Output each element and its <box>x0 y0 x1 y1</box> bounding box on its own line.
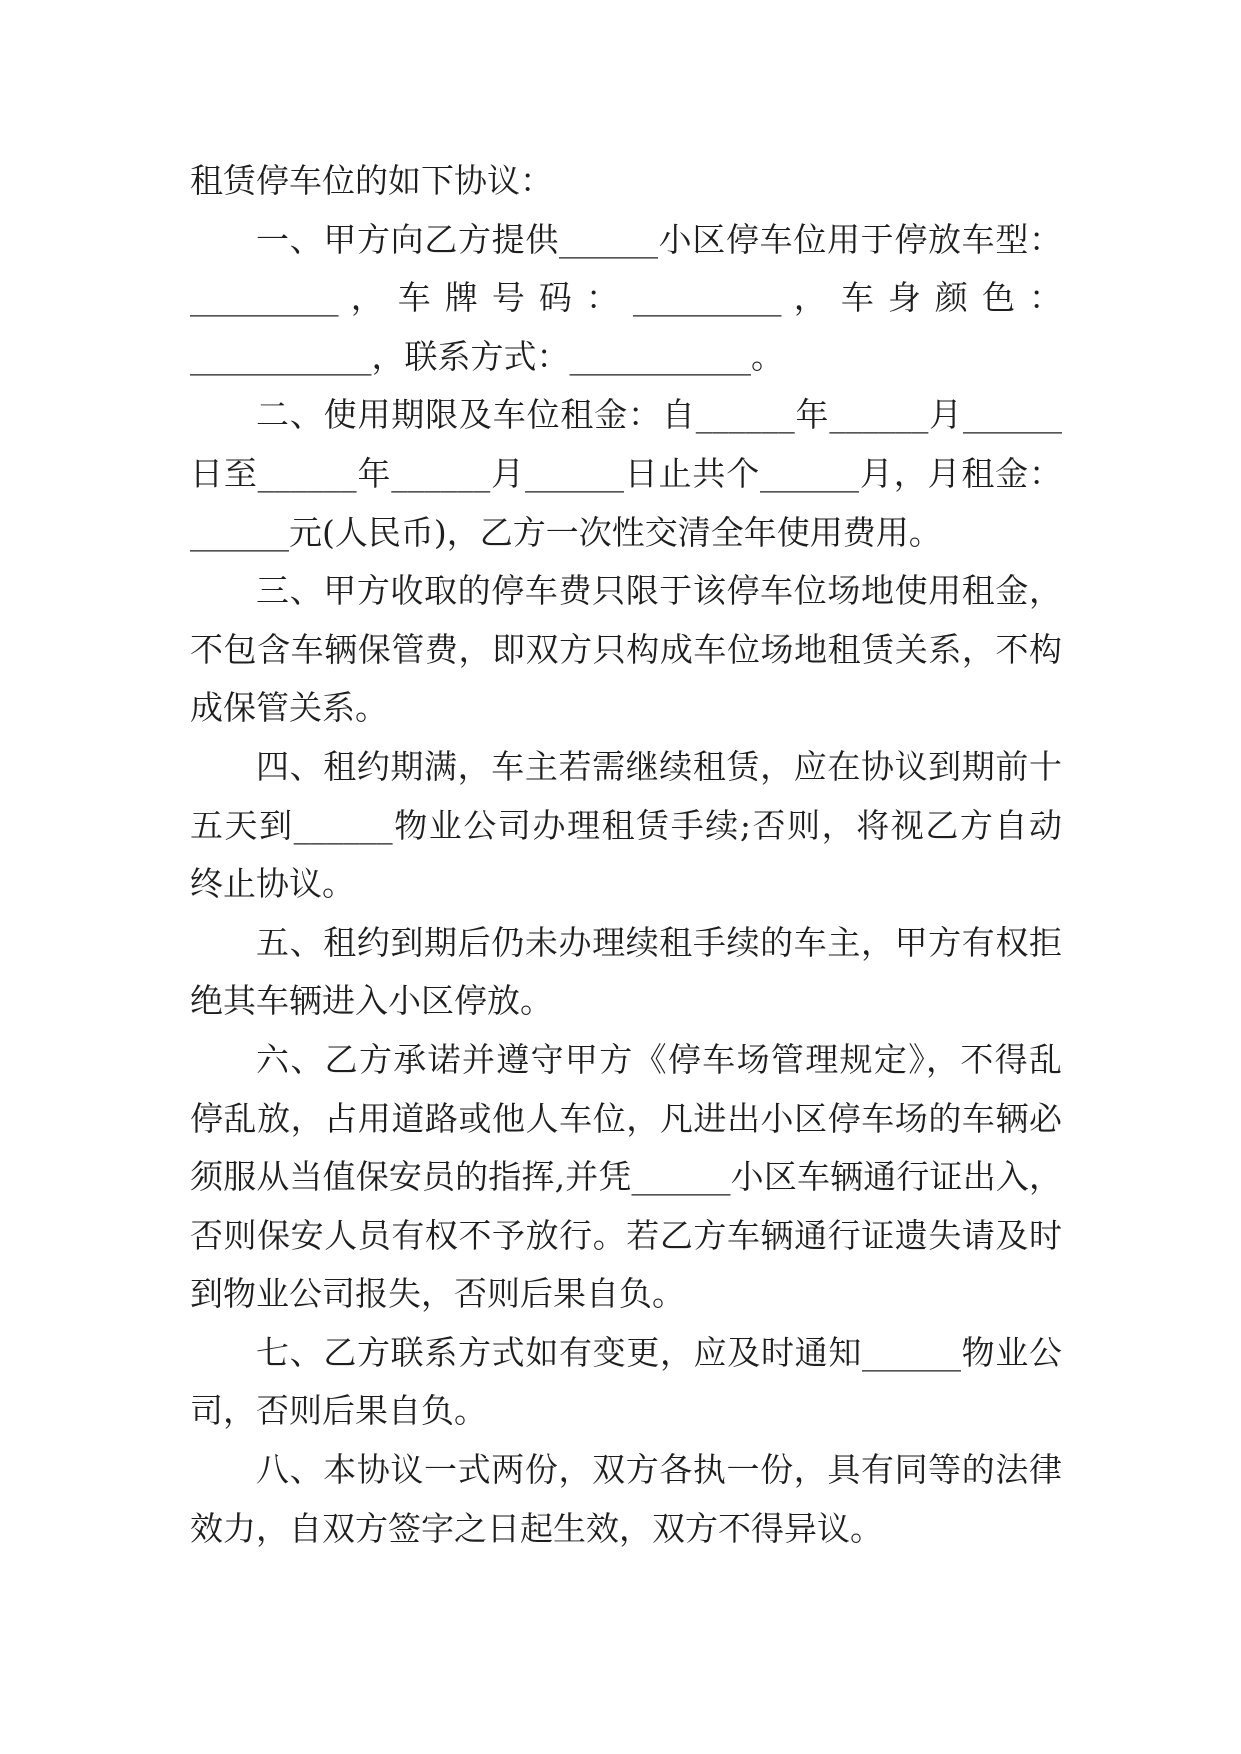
text-line: ______元(人民币)，乙方一次性交清全年使用费用。 <box>190 512 942 552</box>
text-line: _________ ， 车 牌 号 码 ： _________ ， 车 身 颜 色 ： <box>190 278 1062 318</box>
text-line: 须服从当值保安员的指挥,并凭______小区车辆通行证出入， <box>190 1157 1062 1197</box>
text-line: 租赁停车位的如下协议： <box>190 161 553 200</box>
text-line: 七、乙方联系方式如有变更，应及时通知______物业公 <box>256 1332 1062 1372</box>
text-line: 效力，自双方签字之日起生效，双方不得异议。 <box>190 1508 883 1548</box>
text-line: 五、租约到期后仍未办理续租手续的车主，甲方有权拒 <box>256 922 1062 962</box>
text-line: 终止协议。 <box>190 864 355 904</box>
text-line: 八、本协议一式两份，双方各执一份，具有同等的法律 <box>256 1450 1062 1490</box>
text-line: 到物业公司报失，否则后果自负。 <box>190 1274 685 1314</box>
text-line: 成保管关系。 <box>190 688 388 728</box>
text-line: 停乱放，占用道路或他人车位，凡进出小区停车场的车辆必 <box>190 1098 1062 1138</box>
text-line: 二、使用期限及车位租金：自______年______月______ <box>256 395 1062 435</box>
text-line: 一、甲方向乙方提供______小区停车位用于停放车型： <box>256 219 1062 259</box>
text-line: 四、租约期满，车主若需继续租赁，应在协议到期前十 <box>256 746 1062 786</box>
text-line: 五天到______物业公司办理租赁手续;否则，将视乙方自动 <box>190 805 1062 845</box>
text-line: 绝其车辆进入小区停放。 <box>190 981 553 1021</box>
text-line: ___________，联系方式：___________。 <box>190 336 784 376</box>
text-line: 否则保安人员有权不予放行。若乙方车辆通行证遗失请及时 <box>190 1215 1062 1255</box>
text-line: 六、乙方承诺并遵守甲方《停车场管理规定》，不得乱 <box>256 1039 1062 1079</box>
text-line: 三、甲方收取的停车费只限于该停车位场地使用租金， <box>256 571 1062 611</box>
text-line: 不包含车辆保管费，即双方只构成车位场地租赁关系，不构 <box>190 629 1062 669</box>
text-line: 日至______年______月______日止共个______月，月租金： <box>190 453 1062 493</box>
agreement-body <box>190 152 1062 1558</box>
text-line: 司，否则后果自负。 <box>190 1391 487 1431</box>
